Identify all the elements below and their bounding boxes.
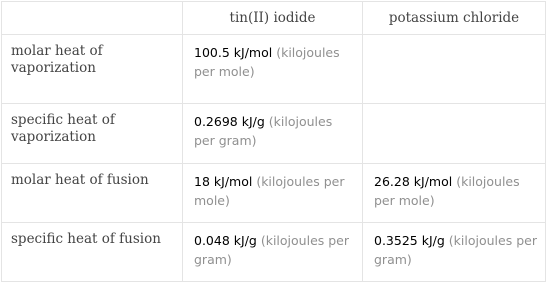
header-corner — [2, 2, 183, 35]
row-label: specific heat of vaporization — [2, 104, 183, 164]
header-tin-ii-iodide: tin(II) iodide — [183, 2, 363, 35]
value-cell — [363, 164, 546, 223]
value-number: 0.3525 — [374, 233, 418, 248]
value-unit: kJ/mol — [233, 45, 273, 60]
value-number: 18 — [194, 174, 210, 189]
row-label: molar heat of fusion — [2, 164, 183, 223]
value-number: 0.048 — [194, 233, 230, 248]
value-cell — [183, 164, 363, 223]
header-row — [2, 2, 546, 35]
table-row — [2, 164, 546, 223]
value-unit-description: (kilojoules per gram) — [194, 114, 333, 148]
value-cell — [363, 104, 546, 164]
value-number: 0.2698 — [194, 114, 238, 129]
value-unit: kJ/g — [421, 233, 445, 248]
value-cell — [183, 104, 363, 164]
value-unit-description: (kilojoules per mole) — [194, 174, 345, 208]
table-row — [2, 223, 546, 282]
value-cell — [363, 35, 546, 104]
value-cell — [363, 223, 546, 282]
value-unit: kJ/mol — [413, 174, 453, 189]
properties-table — [1, 1, 546, 282]
value-unit-description: (kilojoules per mole) — [194, 45, 340, 79]
table-row — [2, 35, 546, 104]
value-number: 100.5 — [194, 45, 230, 60]
value-cell — [183, 223, 363, 282]
table-row — [2, 104, 546, 164]
row-label: specific heat of fusion — [2, 223, 183, 282]
value-unit-description: (kilojoules per gram) — [194, 233, 350, 267]
value-unit: kJ/g — [233, 233, 257, 248]
header-potassium-chloride: potassium chloride — [363, 2, 546, 35]
value-unit-description: (kilojoules per gram) — [374, 233, 537, 267]
value-unit: kJ/g — [241, 114, 265, 129]
value-unit: kJ/mol — [213, 174, 253, 189]
value-unit-description: (kilojoules per mole) — [374, 174, 520, 208]
value-number: 26.28 — [374, 174, 410, 189]
row-label: molar heat of vaporization — [2, 35, 183, 104]
value-cell — [183, 35, 363, 104]
